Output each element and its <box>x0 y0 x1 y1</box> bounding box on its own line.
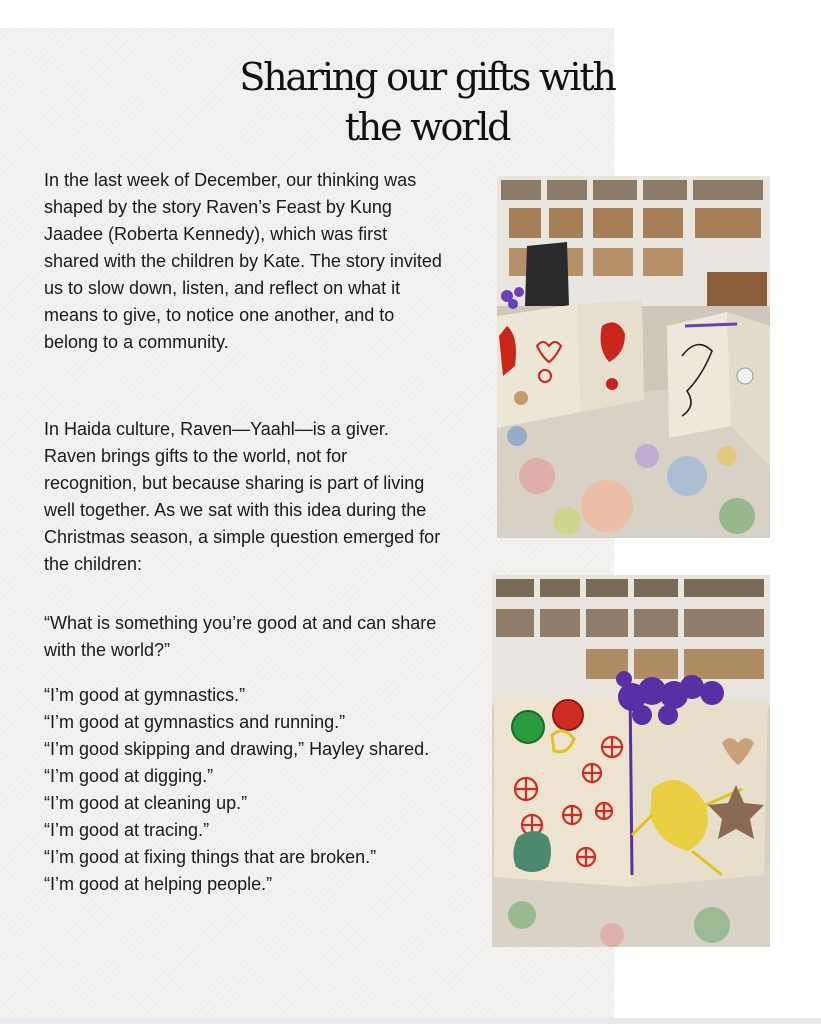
paragraph-text: In Haida culture, Raven—Yaahl—is a giver. Raven brings gifts to the world, not for recognition, but because sharing is part of living well together. As we sat with this idea during the Christmas season, a simple question emerged for the children: <box>44 419 441 574</box>
paragraph-text: In the last week of December, our thinking was shaped by the story Raven’s Feast by Kung Jaadee (Roberta Kennedy), which was first shared with the children by Kate. The story invited us to slow down, listen, and reflect on what it means to give, to notice one another, and to belong to a community. <box>44 170 442 352</box>
response-item: “I’m good at gymnastics.” <box>44 685 246 705</box>
question-quote: “What is something you’re good at and can share with the world?” <box>44 613 437 660</box>
response-item: “I’m good at fixing things that are broken.” <box>44 847 377 867</box>
response-item: “I’m good at tracing.” <box>44 820 210 840</box>
response-item: “I’m good at digging.” <box>44 766 214 786</box>
card-photo-illustration-2 <box>492 575 770 947</box>
responses-list <box>44 682 444 898</box>
page-bottom-edge <box>0 1018 821 1024</box>
intro-paragraph <box>44 167 444 356</box>
response-item: “I’m good at gymnastics and running.” <box>44 712 346 732</box>
page-title: Sharing our gifts with the world <box>239 55 615 149</box>
response-item: “I’m good at helping people.” <box>44 874 273 894</box>
folded-card-photo-2 <box>492 575 770 947</box>
card-photo-illustration-1 <box>497 176 770 538</box>
response-item: “I’m good skipping and drawing,” Hayley shared. <box>44 739 430 759</box>
folded-card-photo-1 <box>497 176 770 538</box>
question-text <box>44 610 444 664</box>
response-item: “I’m good at cleaning up.” <box>44 793 248 813</box>
haida-paragraph <box>44 416 444 578</box>
